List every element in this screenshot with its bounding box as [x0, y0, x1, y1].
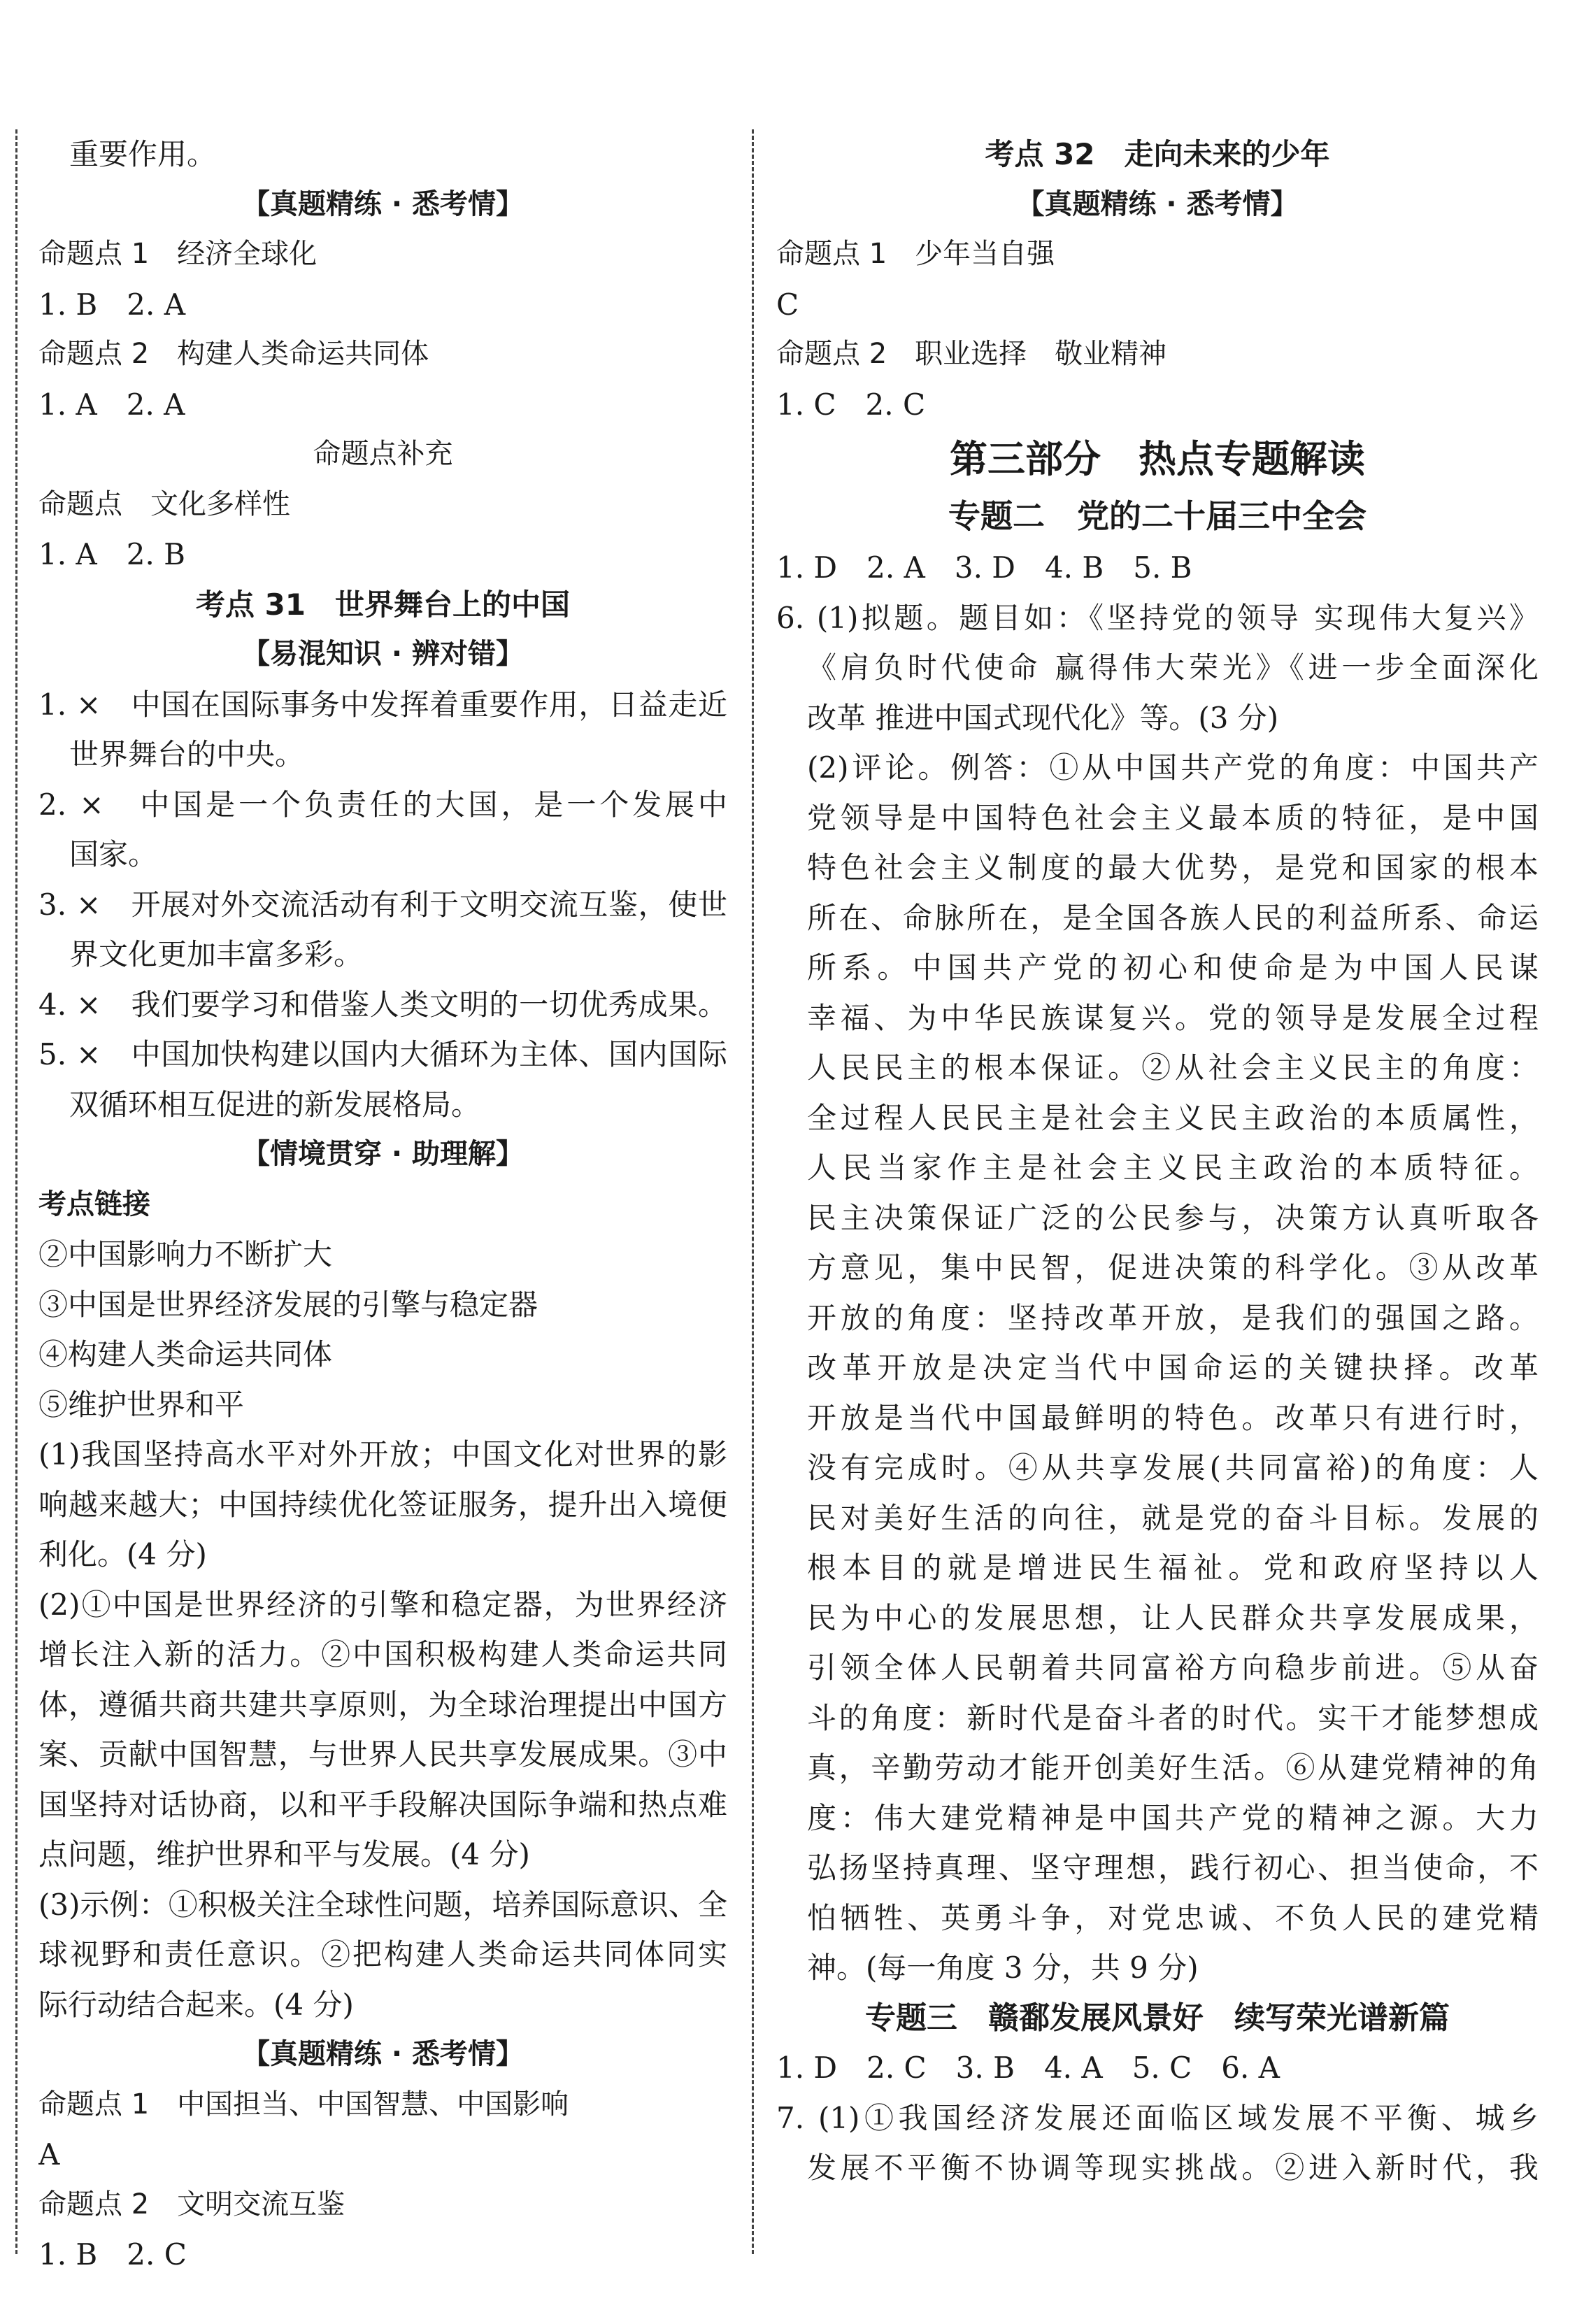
answer-line: 1. B 2. A — [38, 287, 186, 322]
right-column — [776, 129, 1539, 2193]
paragraph-line: 重要作用。 — [69, 137, 217, 171]
paragraph-line: 民对美好生活的向往，就是党的奋斗目标。发展的 — [807, 1500, 1539, 1535]
paragraph-line: 7. (1)①我国经济发展还面临区域发展不平衡、城乡 — [776, 2100, 1539, 2135]
paragraph-line: 开放是当代中国最鲜明的特色。改革只有进行时， — [807, 1400, 1539, 1435]
topic-title: 考点 32 走向未来的少年 — [985, 137, 1330, 171]
paragraph-line: 引领全体人民朝着共同富裕方向稳步前进。⑤从奋 — [807, 1651, 1539, 1685]
judgement-line: 3. × 开展对外交流活动有利于文明交流互鉴，使世 — [38, 887, 727, 922]
special-topic-title: 专题三 赣鄱发展风景好 续写荣光谱新篇 — [865, 1999, 1450, 2036]
paragraph-line: (2)①中国是世界经济的引擎和稳定器，为世界经济 — [38, 1587, 727, 1622]
paragraph-line: 度：伟大建党精神是中国共产党的精神之源。大力 — [807, 1800, 1539, 1835]
section-header: 命题点补充 — [313, 438, 453, 470]
answer-line: 1. A 2. A — [38, 387, 185, 422]
paragraph-line: (1)我国坚持高水平对外开放；中国文化对世界的影 — [38, 1437, 727, 1471]
answer-line: 1. B 2. C — [38, 2237, 187, 2272]
paragraph-line: (3)示例：①积极关注全球性问题，培养国际意识、全 — [38, 1887, 727, 1922]
paragraph-line: 方意见，集中民智，促进决策的科学化。③从改革 — [807, 1250, 1539, 1285]
paragraph-line: 案、贡献中国智慧，与世界人民共享发展成果。③中 — [38, 1737, 727, 1771]
paragraph-line: 改革开放是决定当代中国命运的关键抉择。改革 — [807, 1350, 1539, 1385]
section-header: 【真题精练 · 悉考情】 — [1016, 187, 1299, 220]
paragraph-line: 所系。中国共产党的初心和使命是为中国人民谋 — [807, 950, 1539, 985]
paragraph-line: 民为中心的发展思想，让人民群众共享发展成果， — [807, 1600, 1539, 1635]
section-header: 【真题精练 · 悉考情】 — [241, 187, 525, 220]
link-item: ④构建人类命运共同体 — [38, 1337, 333, 1371]
question-point: 命题点 2 职业选择 敬业精神 — [776, 338, 1167, 370]
question-point: 命题点 2 文明交流互鉴 — [38, 2188, 345, 2220]
judgement-line: 4. × 我们要学习和借鉴人类文明的一切优秀成果。 — [38, 987, 727, 1022]
paragraph-line: 真，辛勤劳动才能开创美好生活。⑥从建党精神的角 — [807, 1751, 1539, 1785]
paragraph-line: 神。(每一角度 3 分，共 9 分) — [807, 1951, 1199, 1985]
answer-line: 1. D 2. C 3. B 4. A 5. C 6. A — [776, 2051, 1280, 2085]
judgement-line: 世界舞台的中央。 — [69, 737, 305, 771]
paragraph-line: 响越来越大；中国持续优化签证服务，提升出入境便 — [38, 1487, 727, 1522]
question-point: 命题点 1 少年当自强 — [776, 238, 1055, 270]
paragraph-line: 全过程人民民主是社会主义民主政治的本质属性， — [807, 1100, 1539, 1135]
question-point: 命题点 文化多样性 — [38, 487, 290, 520]
paragraph-line: 没有完成时。④从共享发展(共同富裕)的角度：人 — [807, 1450, 1539, 1485]
paragraph-line: 幸福、为中华民族谋复兴。党的领导是发展全过程 — [807, 1000, 1539, 1035]
link-item: ②中国影响力不断扩大 — [38, 1237, 333, 1271]
answer-line: 1. D 2. A 3. D 4. B 5. B — [776, 550, 1192, 585]
answer-line: C — [776, 287, 799, 322]
paragraph-line: 利化。(4 分) — [38, 1537, 207, 1571]
paragraph-line: 斗的角度：新时代是奋斗者的时代。实干才能梦想成 — [807, 1700, 1539, 1735]
paragraph-line: 际行动结合起来。(4 分) — [38, 1987, 354, 2022]
link-item: ⑤维护世界和平 — [38, 1387, 245, 1422]
question-point: 命题点 2 构建人类命运共同体 — [38, 338, 429, 370]
paragraph-line: 增长注入新的活力。②中国积极构建人类命运共同 — [38, 1637, 727, 1671]
judgement-line: 国家。 — [69, 837, 158, 871]
paragraph-line: 弘扬坚持真理、坚守理想，践行初心、担当使命，不 — [807, 1851, 1539, 1885]
paragraph-line: (2)评论。例答：①从中国共产党的角度：中国共产 — [807, 750, 1539, 785]
paragraph-line: 怕牺牲、英勇斗争，对党忠诚、不负人民的建党精 — [807, 1900, 1539, 1935]
judgement-line: 1. × 中国在国际事务中发挥着重要作用，日益走近 — [38, 687, 727, 722]
paragraph-line: 所在、命脉所在，是全国各族人民的利益所系、命运 — [807, 900, 1539, 935]
answer-line: A — [38, 2137, 60, 2172]
paragraph-line: 民主决策保证广泛的公民参与，决策方认真听取各 — [807, 1200, 1539, 1235]
paragraph-line: 6. (1)拟题。题目如：《坚持党的领导 实现伟大复兴》 — [776, 600, 1539, 635]
part-title: 第三部分 热点专题解读 — [950, 437, 1365, 481]
topic-title: 考点 31 世界舞台上的中国 — [195, 587, 571, 622]
paragraph-line: 人民民主的根本保证。②从社会主义民主的角度： — [807, 1050, 1539, 1085]
section-header: 【易混知识 · 辨对错】 — [241, 638, 525, 670]
paragraph-line: 体，遵循共商共建共享原则，为全球治理提出中国方 — [38, 1687, 727, 1722]
paragraph-line: 《肩负时代使命 赢得伟大荣光》《进一步全面深化 — [807, 650, 1539, 685]
subheading: 考点链接 — [38, 1188, 150, 1220]
judgement-line: 双循环相互促进的新发展格局。 — [69, 1087, 481, 1122]
answer-line: 1. C 2. C — [776, 387, 926, 422]
question-point: 命题点 1 经济全球化 — [38, 238, 317, 270]
paragraph-line: 特色社会主义制度的最大优势，是党和国家的根本 — [807, 850, 1539, 885]
section-header: 【真题精练 · 悉考情】 — [241, 2038, 525, 2070]
question-point: 命题点 1 中国担当、中国智慧、中国影响 — [38, 2088, 569, 2120]
paragraph-line: 国坚持对话协商，以和平手段解决国际争端和热点难 — [38, 1787, 727, 1822]
paragraph-line: 发展不平衡不协调等现实挑战。②进入新时代，我 — [807, 2151, 1539, 2185]
paragraph-line: 人民当家作主是社会主义民主政治的本质特征。 — [807, 1150, 1539, 1185]
link-item: ③中国是世界经济发展的引擎与稳定器 — [38, 1287, 538, 1322]
judgement-line: 2. × 中国是一个负责任的大国，是一个发展中 — [38, 787, 727, 822]
answer-line: 1. A 2. B — [38, 537, 186, 571]
paragraph-line: 党领导是中国特色社会主义最本质的特征，是中国 — [807, 800, 1539, 835]
judgement-line: 界文化更加丰富多彩。 — [69, 937, 364, 971]
center-dashed-divider — [752, 129, 754, 2254]
paragraph-line: 球视野和责任意识。②把构建人类命运共同体同实 — [38, 1937, 727, 1972]
section-header: 【情境贯穿 · 助理解】 — [241, 1138, 525, 1170]
paragraph-line: 根本目的就是增进民生福祉。党和政府坚持以人 — [807, 1550, 1539, 1585]
paragraph-line: 开放的角度：坚持改革开放，是我们的强国之路。 — [807, 1300, 1539, 1335]
paragraph-line: 点问题，维护世界和平与发展。(4 分) — [38, 1837, 530, 1872]
left-column — [38, 129, 727, 2280]
judgement-line: 5. × 中国加快构建以国内大循环为主体、国内国际 — [38, 1037, 727, 1071]
paragraph-line: 改革 推进中国式现代化》等。(3 分) — [807, 700, 1279, 735]
left-margin-dashed-line — [15, 129, 17, 2254]
special-topic-title: 专题二 党的二十届三中全会 — [948, 497, 1367, 535]
